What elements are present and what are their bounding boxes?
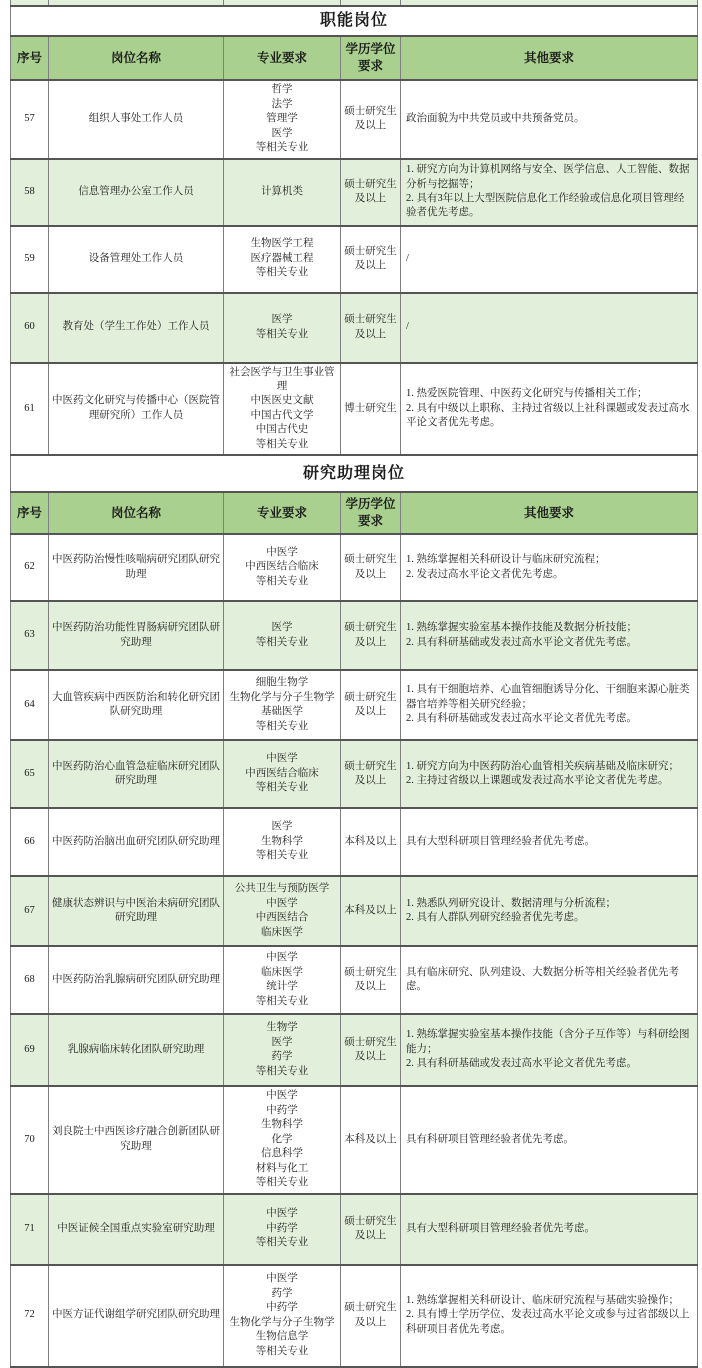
other-requirement-item: 2. 具有3年以上大型医院信息化工作经验或信息化项目管理经验者优先考虑。 — [406, 193, 685, 219]
major-line: 等相关专业 — [255, 575, 309, 587]
cell-degree-requirement: 硕士研究生及以上 — [341, 226, 401, 293]
cell-major-requirements — [224, 363, 341, 456]
cell-degree-requirement: 硕士研究生及以上 — [341, 670, 401, 740]
cell-position-name: 乳腺病临床转化团队研究助理 — [49, 1014, 224, 1086]
cell-degree-requirement: 硕士研究生及以上 — [341, 601, 401, 670]
cell-serial-number: 62 — [11, 534, 49, 601]
major-line: 医学 — [271, 127, 293, 139]
column-header-row — [11, 36, 698, 80]
cell-degree-requirement: 硕士研究生及以上 — [341, 80, 401, 158]
other-requirement-item: / — [406, 252, 409, 264]
column-header: 学历学位要求 — [341, 492, 401, 534]
cell-other-requirements — [401, 80, 698, 158]
major-line: 生物学 — [266, 1022, 298, 1034]
major-line: 中医学 — [266, 1208, 298, 1220]
cell-serial-number: 58 — [11, 159, 49, 226]
position-row — [11, 293, 698, 363]
major-line: 中国古代文学 — [250, 409, 314, 421]
cell-degree-requirement: 博士研究生 — [341, 363, 401, 456]
major-line: 材料与化工 — [255, 1162, 309, 1174]
other-requirement-item: / — [406, 321, 409, 333]
cell-major-requirements — [224, 1014, 341, 1086]
major-line: 等相关专业 — [255, 995, 309, 1007]
cell-major-requirements — [224, 1086, 341, 1193]
cell-serial-number: 63 — [11, 601, 49, 670]
major-line: 中西医结合临床 — [245, 561, 319, 573]
positions-table — [10, 0, 698, 1368]
column-header: 岗位名称 — [49, 492, 224, 534]
other-requirement-item: 1. 熟练掌握相关科研设计与临床研究流程； — [406, 554, 606, 566]
major-line: 生物科学 — [261, 835, 303, 847]
major-line: 计算机类 — [261, 185, 303, 197]
other-requirement-item: 政治面貌为中共党员或中共预备党员。 — [406, 113, 585, 125]
cell-degree-requirement: 硕士研究生及以上 — [341, 946, 401, 1014]
other-requirement-item: 具有临床研究、队列建设、大数据分析等相关经验者优先考虑。 — [406, 966, 679, 993]
major-line: 社会医学与卫生事业管理 — [229, 366, 335, 392]
major-line: 生物化学与分子生物学 — [229, 691, 335, 703]
other-requirement-item: 1. 熟悉队列研究设计、数据清理与分析流程； — [406, 897, 616, 909]
major-line: 等相关专业 — [255, 438, 309, 450]
major-line: 医学 — [271, 1036, 293, 1048]
other-requirement-item: 1. 具有干细胞培养、心血管细胞诱导分化、干细胞来源心脏类器官培养等相关研究经验； — [406, 684, 690, 710]
major-line: 中药学 — [266, 1104, 298, 1116]
other-requirement-item: 1. 研究方向为计算机网络与安全、医学信息、人工智能、数据分析与挖掘等； — [406, 164, 690, 190]
other-requirement-item: 具有大型科研项目管理经验者优先考虑。 — [406, 1222, 595, 1234]
cell-other-requirements — [401, 534, 698, 601]
position-row — [11, 1265, 698, 1367]
position-row — [11, 80, 698, 158]
other-requirement-item: 2. 具有中级以上职称、主持过省级以上社科课题或发表过高水平论文者优先考虑。 — [406, 402, 690, 429]
cell-degree-requirement: 本科及以上 — [341, 876, 401, 946]
major-line: 医学 — [271, 622, 293, 634]
cell-serial-number: 69 — [11, 1014, 49, 1086]
other-requirement-item: 2. 主持过省级以上课题或发表过高水平论文者优先考虑。 — [406, 775, 669, 787]
position-row — [11, 534, 698, 601]
cell-serial-number: 57 — [11, 80, 49, 158]
column-header: 其他要求 — [401, 492, 698, 534]
position-row — [11, 876, 698, 946]
major-line: 等相关专业 — [255, 636, 309, 648]
major-line: 哲学 — [271, 84, 293, 96]
other-requirement-item: 1. 熟练掌握实验室基本操作技能（含分子互作等）与科研绘图能力； — [406, 1029, 690, 1055]
cell-degree-requirement: 硕士研究生及以上 — [341, 1265, 401, 1367]
major-line: 生物科学 — [261, 1119, 303, 1131]
cell-other-requirements — [401, 1086, 698, 1193]
cell-major-requirements — [224, 946, 341, 1014]
cell-major-requirements — [224, 1194, 341, 1265]
column-header: 序号 — [11, 492, 49, 534]
cell-major-requirements — [224, 740, 341, 808]
cell-position-name: 中医方证代谢组学研究团队研究助理 — [49, 1265, 224, 1367]
other-requirement-item: 1. 熟练掌握相关科研设计、临床研究流程与基础实验操作； — [406, 1294, 679, 1306]
major-line: 等相关专业 — [255, 1177, 309, 1189]
major-line: 中医学 — [266, 1090, 298, 1102]
cell-degree-requirement: 本科及以上 — [341, 808, 401, 876]
position-row — [11, 363, 698, 456]
cell-other-requirements — [401, 740, 698, 808]
other-requirement-item: 具有大型科研项目管理经验者优先考虑。 — [406, 835, 595, 847]
major-line: 等相关专业 — [255, 1345, 309, 1357]
cell-other-requirements — [401, 1265, 698, 1367]
column-header: 学历学位要求 — [341, 36, 401, 80]
cell-serial-number: 60 — [11, 293, 49, 363]
cell-major-requirements — [224, 808, 341, 876]
cell-major-requirements — [224, 1265, 341, 1367]
major-line: 药学 — [271, 1287, 293, 1299]
major-line: 临床医学 — [261, 966, 303, 978]
cell-degree-requirement: 硕士研究生及以上 — [341, 293, 401, 363]
major-line: 中医学 — [266, 546, 298, 558]
other-requirement-item: 2. 具有人群队列研究经验者优先考虑。 — [406, 912, 585, 924]
cell-position-name: 刘良院士中西医诊疗融合创新团队研究助理 — [49, 1086, 224, 1193]
cell-degree-requirement: 本科及以上 — [341, 1086, 401, 1193]
cell-major-requirements — [224, 601, 341, 670]
major-line: 中医学 — [266, 952, 298, 964]
cell-serial-number: 67 — [11, 876, 49, 946]
cell-degree-requirement: 硕士研究生及以上 — [341, 1194, 401, 1265]
major-line: 等相关专业 — [255, 142, 309, 154]
major-line: 中药学 — [266, 1222, 298, 1234]
cell-major-requirements — [224, 80, 341, 158]
cell-major-requirements — [224, 159, 341, 226]
cell-degree-requirement: 硕士研究生及以上 — [341, 1014, 401, 1086]
column-header: 其他要求 — [401, 36, 698, 80]
cell-serial-number: 59 — [11, 226, 49, 293]
cell-position-name: 中医药防治乳腺病研究团队研究助理 — [49, 946, 224, 1014]
cell-position-name: 中医证候全国重点实验室研究助理 — [49, 1194, 224, 1265]
major-line: 医学 — [271, 821, 293, 833]
cell-serial-number: 71 — [11, 1194, 49, 1265]
other-requirement-item: 1. 研究方向为中医药防治心血管相关疾病基础及临床研究； — [406, 760, 679, 772]
column-header: 专业要求 — [224, 36, 341, 80]
major-line: 生物信息学 — [255, 1331, 309, 1343]
cell-major-requirements — [224, 670, 341, 740]
major-line: 法学 — [271, 98, 293, 110]
other-requirement-item: 2. 具有科研基础或发表过高水平论文者优先考虑。 — [406, 1058, 637, 1070]
cell-position-name: 中医药文化研究与传播中心（医院管理研究所）工作人员 — [49, 363, 224, 456]
cell-other-requirements — [401, 1194, 698, 1265]
section-title: 职能岗位 — [11, 6, 698, 36]
cell-other-requirements — [401, 808, 698, 876]
cell-other-requirements — [401, 670, 698, 740]
major-line: 中西医结合 — [255, 912, 309, 924]
major-line: 中医学 — [266, 753, 298, 765]
position-row — [11, 740, 698, 808]
cell-position-name: 组织人事处工作人员 — [49, 80, 224, 158]
major-line: 公共卫生与预防医学 — [234, 883, 330, 895]
cell-position-name: 健康状态辨识与中医治未病研究团队研究助理 — [49, 876, 224, 946]
cell-position-name: 中医药防治脑出血研究团队研究助理 — [49, 808, 224, 876]
cell-position-name: 中医药防治心血管急症临床研究团队研究助理 — [49, 740, 224, 808]
cell-position-name: 中医药防治慢性咳喘病研究团队研究助理 — [49, 534, 224, 601]
major-line: 统计学 — [266, 981, 298, 993]
cell-position-name: 信息管理办公室工作人员 — [49, 159, 224, 226]
other-requirement-item: 1. 热爱医院管理、中医药文化研究与传播相关工作； — [406, 388, 648, 400]
position-row — [11, 670, 698, 740]
position-row — [11, 1086, 698, 1193]
column-header: 序号 — [11, 36, 49, 80]
cell-position-name: 中医药防治功能性胃肠病研究团队研究助理 — [49, 601, 224, 670]
cell-serial-number: 66 — [11, 808, 49, 876]
position-row — [11, 159, 698, 226]
position-row — [11, 1194, 698, 1265]
major-line: 等相关专业 — [255, 1065, 309, 1077]
major-line: 等相关专业 — [255, 328, 309, 340]
major-line: 等相关专业 — [255, 782, 309, 794]
cell-degree-requirement: 硕士研究生及以上 — [341, 534, 401, 601]
major-line: 生物化学与分子生物学 — [229, 1316, 335, 1328]
cell-degree-requirement: 硕士研究生及以上 — [341, 159, 401, 226]
other-requirement-item: 具有科研项目管理经验者优先考虑。 — [406, 1133, 574, 1145]
section-title: 研究助理岗位 — [11, 455, 698, 492]
cell-other-requirements — [401, 159, 698, 226]
section-title-row — [11, 6, 698, 36]
cell-other-requirements — [401, 1014, 698, 1086]
cell-serial-number: 70 — [11, 1086, 49, 1193]
cell-other-requirements — [401, 363, 698, 456]
cell-other-requirements — [401, 293, 698, 363]
cell-serial-number: 61 — [11, 363, 49, 456]
cell-major-requirements — [224, 876, 341, 946]
section-title-row — [11, 455, 698, 492]
cell-serial-number: 72 — [11, 1265, 49, 1367]
major-line: 等相关专业 — [255, 720, 309, 732]
cell-serial-number: 64 — [11, 670, 49, 740]
major-line: 化学 — [271, 1133, 293, 1145]
major-line: 等相关专业 — [255, 850, 309, 862]
major-line: 等相关专业 — [255, 267, 309, 279]
other-requirement-item: 1. 熟练掌握实验室基本操作技能及数据分析技能； — [406, 622, 637, 634]
major-line: 细胞生物学 — [255, 677, 309, 689]
major-line: 中药学 — [266, 1302, 298, 1314]
cell-other-requirements — [401, 226, 698, 293]
cell-position-name: 教育处（学生工作处）工作人员 — [49, 293, 224, 363]
major-line: 中医学 — [266, 1273, 298, 1285]
major-line: 中医医史文献 — [250, 395, 314, 407]
cell-serial-number: 68 — [11, 946, 49, 1014]
major-line: 医疗器械工程 — [250, 252, 314, 264]
cell-other-requirements — [401, 601, 698, 670]
position-row — [11, 946, 698, 1014]
cell-other-requirements — [401, 876, 698, 946]
major-line: 生物医学工程 — [250, 238, 314, 250]
cell-position-name: 大血管疾病中西医防治和转化研究团队研究助理 — [49, 670, 224, 740]
column-header: 专业要求 — [224, 492, 341, 534]
major-line: 等相关专业 — [255, 1237, 309, 1249]
other-requirement-item: 2. 具有博士学历学位、发表过高水平论文或参与过省部级以上科研项目者优先考虑。 — [406, 1309, 690, 1335]
major-line: 中医学 — [266, 897, 298, 909]
other-requirement-item: 2. 具有科研基础或发表过高水平论文者优先考虑。 — [406, 636, 637, 648]
other-requirement-item: 2. 发表过高水平论文者优先考虑。 — [406, 568, 564, 580]
column-header-row — [11, 492, 698, 534]
major-line: 中国古代史 — [255, 424, 309, 436]
cell-other-requirements — [401, 946, 698, 1014]
column-header: 岗位名称 — [49, 36, 224, 80]
position-row — [11, 1014, 698, 1086]
major-line: 医学 — [271, 314, 293, 326]
position-row — [11, 808, 698, 876]
major-line: 信息科学 — [261, 1148, 303, 1160]
major-line: 药学 — [271, 1051, 293, 1063]
cell-major-requirements — [224, 226, 341, 293]
position-row — [11, 226, 698, 293]
major-line: 中西医结合临床 — [245, 767, 319, 779]
position-row — [11, 601, 698, 670]
cell-position-name: 设备管理处工作人员 — [49, 226, 224, 293]
cell-degree-requirement: 硕士研究生及以上 — [341, 740, 401, 808]
cell-serial-number: 65 — [11, 740, 49, 808]
cell-major-requirements — [224, 293, 341, 363]
major-line: 基础医学 — [261, 706, 303, 718]
major-line: 管理学 — [266, 113, 298, 125]
cell-major-requirements — [224, 534, 341, 601]
major-line: 临床医学 — [261, 926, 303, 938]
other-requirement-item: 2. 具有科研基础或发表过高水平论文者优先考虑。 — [406, 713, 637, 725]
